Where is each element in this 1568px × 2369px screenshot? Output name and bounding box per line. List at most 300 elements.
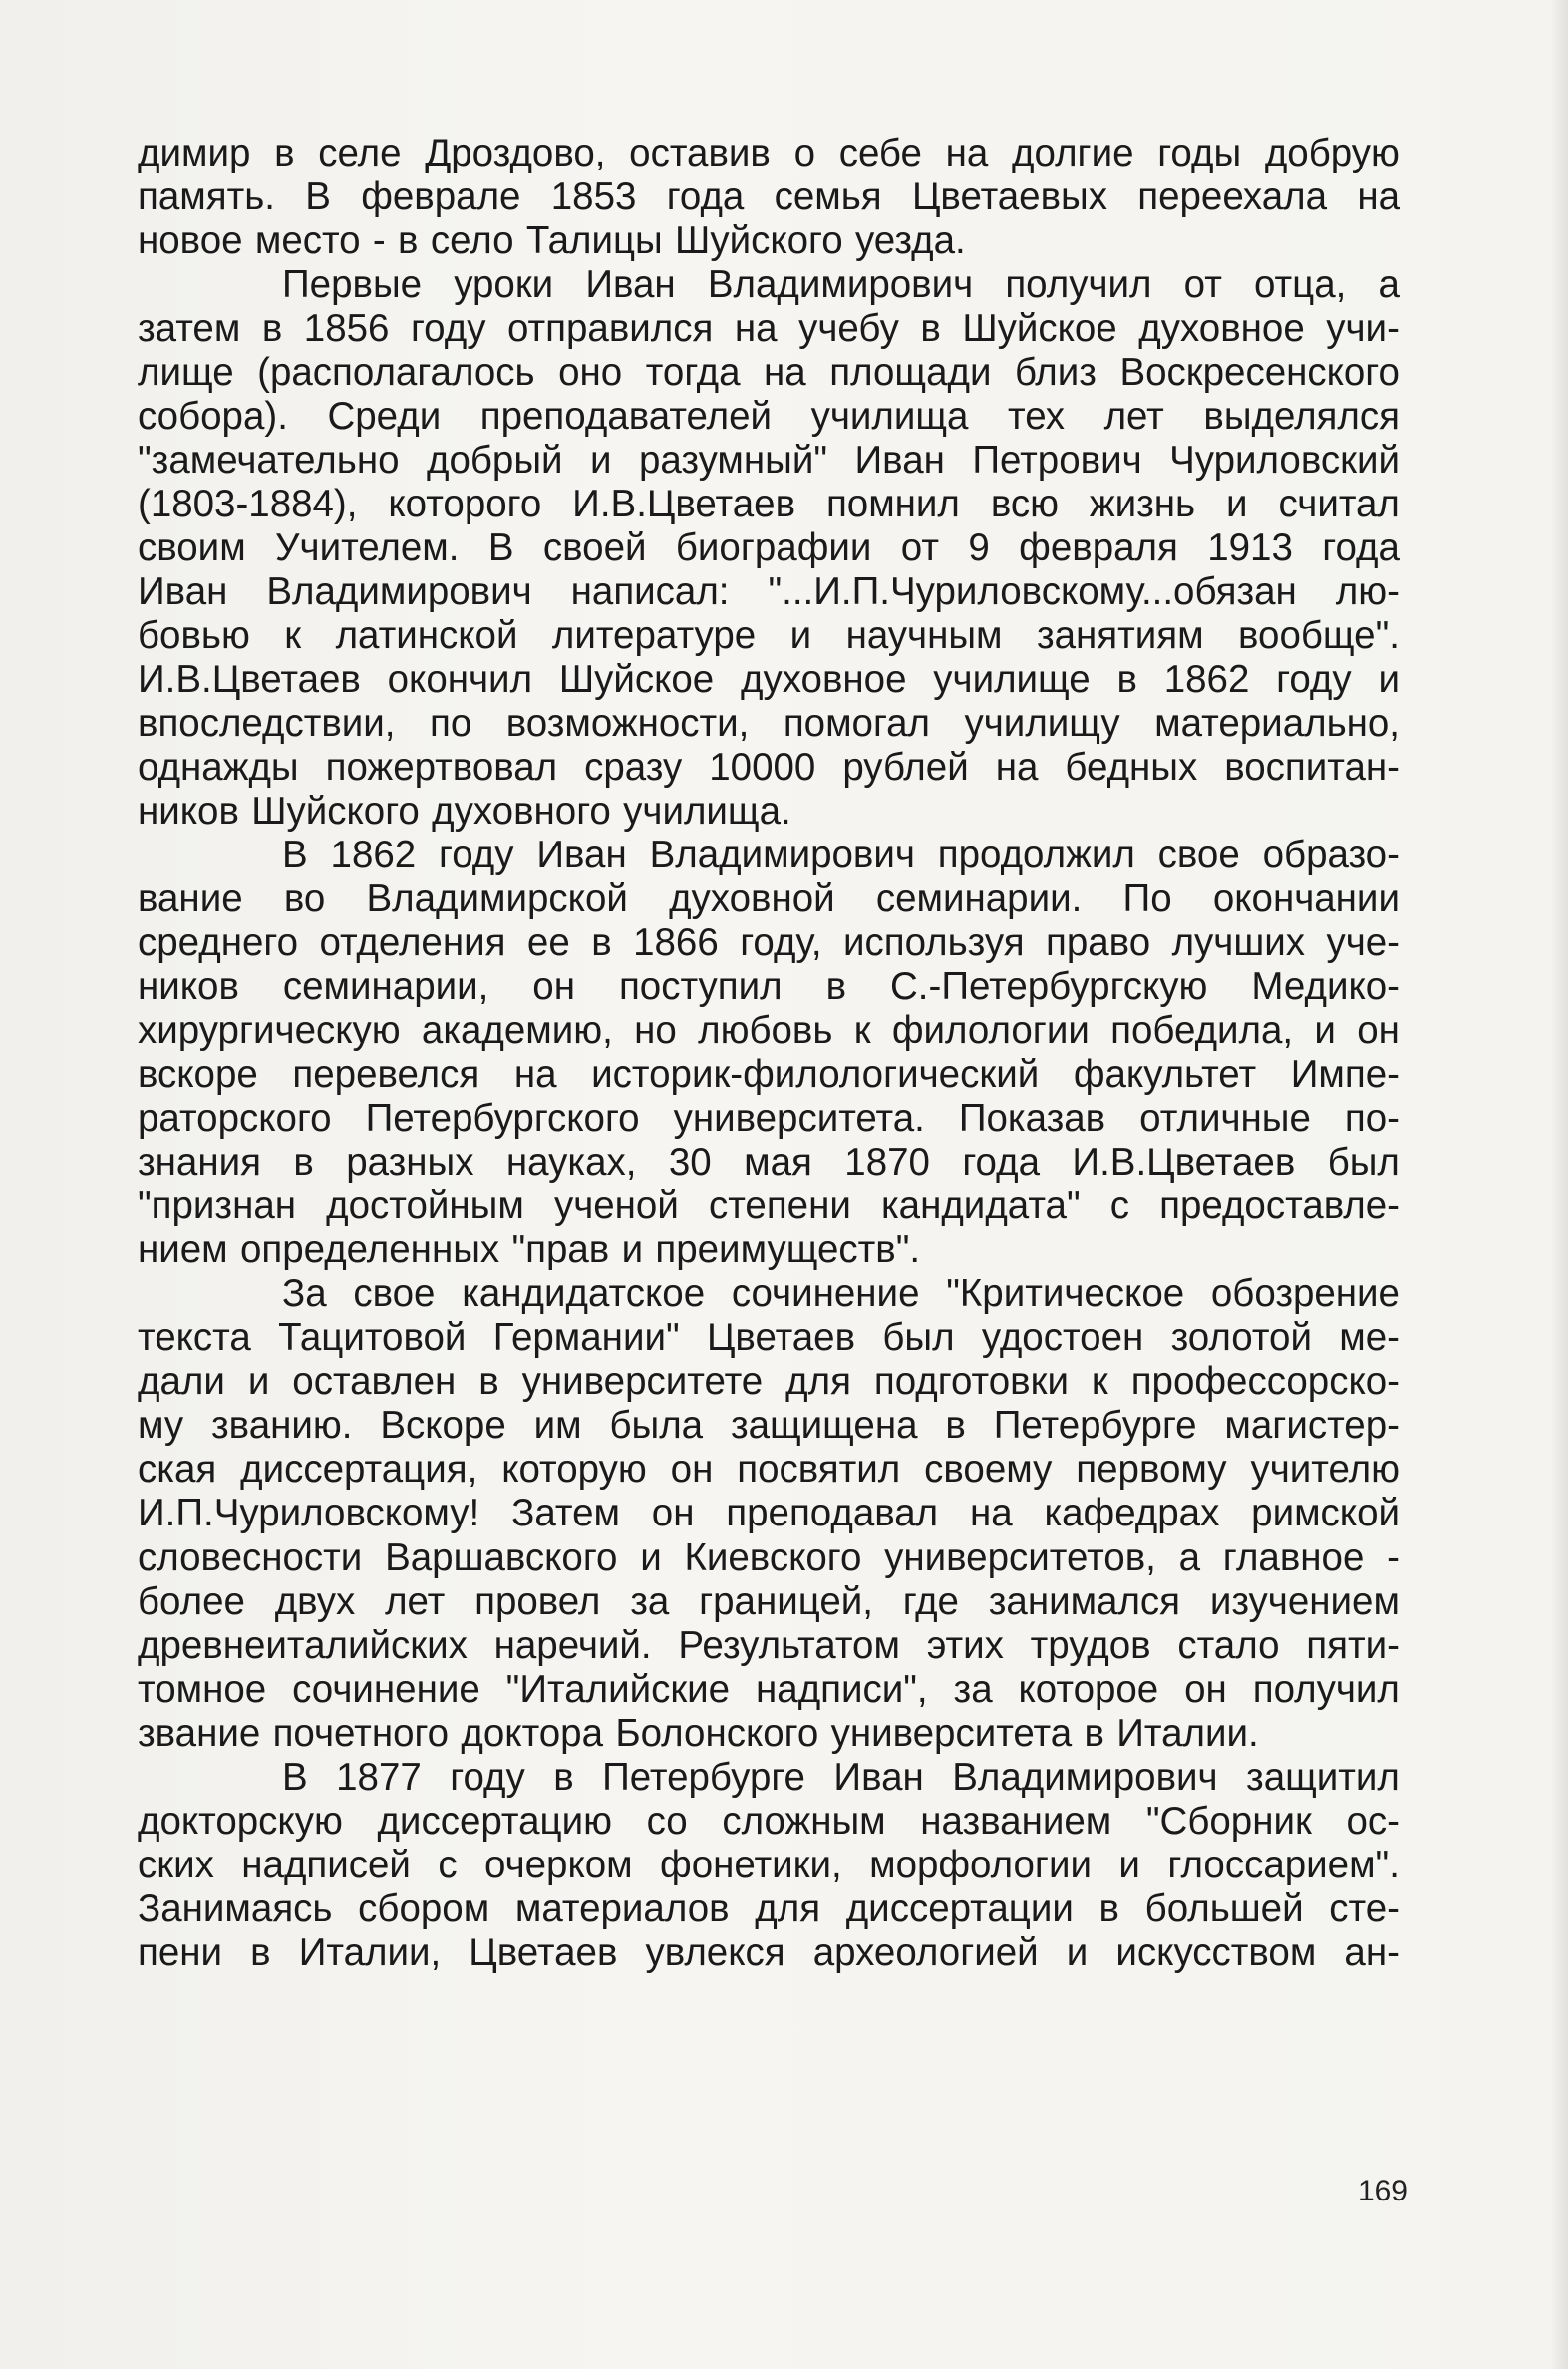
text-line bbox=[138, 483, 1400, 526]
word: уроки bbox=[454, 263, 554, 307]
word: сбором bbox=[358, 1886, 490, 1930]
word: в bbox=[825, 965, 847, 1009]
word: году bbox=[439, 834, 514, 877]
word: 1853 bbox=[550, 175, 637, 219]
word: 1856 bbox=[303, 307, 390, 351]
word: по bbox=[429, 702, 472, 746]
word: словесности bbox=[138, 1535, 363, 1579]
word: Киевского bbox=[684, 1535, 862, 1579]
word: этих bbox=[926, 1623, 1004, 1667]
word: диссертацию bbox=[377, 1799, 612, 1843]
word: добрый bbox=[426, 439, 563, 483]
word: бовью bbox=[138, 614, 250, 658]
word: училище bbox=[933, 658, 1091, 702]
word: окончании bbox=[1212, 877, 1400, 921]
word: отличные bbox=[1139, 1097, 1311, 1141]
word: духовное bbox=[741, 658, 907, 702]
text-line bbox=[138, 1668, 1400, 1712]
word: С.-Петербургскую bbox=[890, 965, 1208, 1009]
text-line bbox=[138, 1141, 1400, 1184]
word: хирургическую bbox=[138, 1009, 401, 1053]
word: рублей bbox=[842, 746, 969, 790]
word: учи- bbox=[1326, 307, 1400, 351]
word: "Сборник bbox=[1145, 1799, 1312, 1843]
word: ос- bbox=[1346, 1799, 1400, 1843]
word: большей bbox=[1144, 1886, 1304, 1930]
word: защищена bbox=[730, 1404, 918, 1448]
text-line bbox=[138, 1097, 1400, 1141]
word: в bbox=[274, 132, 295, 174]
text-line bbox=[138, 746, 1400, 790]
word: память. bbox=[138, 175, 275, 219]
word: определенных bbox=[239, 1228, 500, 1272]
word: и bbox=[1226, 483, 1248, 526]
word: перевелся bbox=[292, 1053, 480, 1097]
word: свое bbox=[353, 1272, 436, 1316]
word: Чуриловский bbox=[1169, 439, 1400, 483]
word: и bbox=[247, 1360, 270, 1404]
word: жизнь bbox=[1089, 483, 1196, 526]
word: Результатом bbox=[678, 1623, 900, 1667]
word: мая bbox=[744, 1141, 812, 1184]
word: среднего bbox=[138, 921, 298, 965]
word: материалов bbox=[514, 1886, 730, 1930]
text-line bbox=[138, 307, 1400, 351]
word: Медико- bbox=[1251, 965, 1400, 1009]
word: Вскоре bbox=[380, 1404, 506, 1448]
word: дали bbox=[138, 1360, 225, 1404]
text-line bbox=[138, 1492, 1400, 1535]
paragraph-first-line bbox=[138, 1756, 1400, 1800]
word: и bbox=[590, 439, 612, 483]
word: - bbox=[1387, 1535, 1400, 1579]
word: по- bbox=[1344, 1097, 1400, 1141]
word: училищу bbox=[964, 702, 1120, 746]
word: В bbox=[282, 1755, 308, 1799]
word: По bbox=[1122, 877, 1172, 921]
word: ская bbox=[138, 1448, 217, 1492]
word: всю bbox=[990, 483, 1059, 526]
word: "Критическое bbox=[946, 1272, 1185, 1316]
word: за bbox=[953, 1667, 993, 1711]
word: от bbox=[1183, 263, 1222, 307]
word: Первые bbox=[282, 263, 423, 307]
word: 1862 bbox=[330, 834, 417, 877]
word: литературе bbox=[551, 614, 757, 658]
text-line bbox=[138, 702, 1400, 746]
word: духовной bbox=[669, 877, 835, 921]
word: степени bbox=[708, 1184, 851, 1228]
word: года bbox=[666, 175, 745, 219]
word: семья bbox=[774, 175, 882, 219]
word: площади bbox=[829, 351, 992, 395]
text-line bbox=[138, 1887, 1400, 1931]
word: древнеиталийских bbox=[138, 1623, 468, 1667]
word: ме- bbox=[1339, 1316, 1400, 1360]
word: воспитан- bbox=[1224, 746, 1400, 790]
word: 9 bbox=[968, 526, 990, 570]
word: надписи", bbox=[756, 1667, 928, 1711]
word: (1803-1884), bbox=[138, 483, 358, 526]
word: ских bbox=[138, 1843, 214, 1886]
word: Иван bbox=[833, 1755, 924, 1799]
word: года bbox=[962, 1141, 1040, 1184]
word: 1913 bbox=[1207, 526, 1293, 570]
word: томное bbox=[138, 1667, 267, 1711]
word: лет bbox=[1103, 395, 1164, 439]
word: в bbox=[1098, 1886, 1119, 1930]
word: уезда. bbox=[854, 219, 966, 263]
word: оно bbox=[558, 351, 623, 395]
word: учебу bbox=[798, 307, 899, 351]
word: и bbox=[1378, 658, 1400, 702]
text-line bbox=[138, 1712, 1400, 1756]
word: любовь bbox=[698, 1009, 833, 1053]
word: селе bbox=[318, 132, 402, 174]
word: лю- bbox=[1335, 570, 1400, 614]
word: университете bbox=[521, 1360, 764, 1404]
word: диссертации bbox=[845, 1886, 1074, 1930]
word: он bbox=[651, 1492, 695, 1535]
word: преподавателей bbox=[479, 395, 773, 439]
text-line bbox=[138, 1009, 1400, 1053]
word: сте- bbox=[1329, 1886, 1400, 1930]
word: Занимаясь bbox=[138, 1886, 333, 1930]
word: Владимирской bbox=[366, 877, 628, 921]
word: отца, bbox=[1253, 263, 1347, 307]
word: Цветаев bbox=[706, 1316, 856, 1360]
word: место bbox=[254, 219, 361, 263]
text-line bbox=[138, 658, 1400, 702]
word: В bbox=[487, 526, 514, 570]
word: 1870 bbox=[844, 1141, 930, 1184]
word: однажды bbox=[138, 746, 299, 790]
word: ее bbox=[526, 921, 570, 965]
word: названием bbox=[920, 1799, 1112, 1843]
word: семинарии. bbox=[875, 877, 1083, 921]
word: и bbox=[789, 614, 812, 658]
word: му bbox=[138, 1404, 184, 1448]
word: поступил bbox=[618, 965, 783, 1009]
word: границей, bbox=[699, 1579, 873, 1623]
word: стало bbox=[1177, 1623, 1280, 1667]
word: лет bbox=[385, 1579, 446, 1623]
word: разных bbox=[346, 1141, 474, 1184]
word: лучших bbox=[1171, 921, 1305, 965]
word: Петрович bbox=[972, 439, 1142, 483]
text-line bbox=[138, 1800, 1400, 1844]
word: своим bbox=[138, 526, 246, 570]
word: И.В.Цветаев bbox=[138, 658, 361, 702]
word: - bbox=[372, 219, 386, 263]
word: он bbox=[670, 1448, 714, 1492]
word: добрую bbox=[1264, 132, 1400, 174]
word: в bbox=[1116, 658, 1137, 702]
text-line bbox=[138, 526, 1400, 570]
word: провел bbox=[474, 1579, 601, 1623]
word: в bbox=[920, 307, 941, 351]
word: Воскресенского bbox=[1119, 351, 1400, 395]
text-line bbox=[138, 1931, 1400, 1975]
word: ников bbox=[138, 790, 239, 834]
word: занимался bbox=[988, 1579, 1181, 1623]
word: преподавал bbox=[726, 1492, 939, 1535]
word: во bbox=[283, 877, 326, 921]
word: обозрение bbox=[1210, 1272, 1400, 1316]
text-line bbox=[138, 1536, 1400, 1580]
word: на bbox=[764, 351, 806, 395]
word: право bbox=[1046, 921, 1151, 965]
word: науках, bbox=[505, 1141, 637, 1184]
page-number: 169 bbox=[1357, 2175, 1408, 2207]
word: 30 bbox=[668, 1141, 712, 1184]
word: затем bbox=[138, 307, 241, 351]
word: университета. bbox=[673, 1097, 925, 1141]
text-line bbox=[138, 395, 1400, 439]
word: предоставле- bbox=[1159, 1184, 1400, 1228]
word: Показав bbox=[958, 1097, 1106, 1141]
body-text bbox=[138, 132, 1400, 1975]
word: Иван bbox=[854, 439, 945, 483]
page-edge-shadow bbox=[1550, 0, 1568, 2369]
text-line bbox=[138, 439, 1400, 483]
word: отправился bbox=[506, 307, 714, 351]
paragraph-first-line bbox=[138, 263, 1400, 307]
word: сочинение bbox=[292, 1667, 480, 1711]
word: на bbox=[513, 1053, 557, 1097]
word: и bbox=[1066, 1930, 1089, 1974]
word: филологии bbox=[891, 1009, 1090, 1053]
word: году bbox=[410, 307, 486, 351]
word: университетов, bbox=[884, 1535, 1156, 1579]
word: материально, bbox=[1154, 702, 1400, 746]
word: защитил bbox=[1246, 1755, 1400, 1799]
word: вообще". bbox=[1238, 614, 1400, 658]
word: помогал bbox=[783, 702, 931, 746]
word: своему bbox=[924, 1448, 1053, 1492]
word: году, bbox=[740, 921, 822, 965]
word: и bbox=[1314, 1009, 1336, 1053]
word: помнил bbox=[825, 483, 960, 526]
word: на bbox=[945, 132, 989, 174]
text-line bbox=[138, 132, 1400, 175]
word: удостоен bbox=[981, 1316, 1144, 1360]
word: раторского bbox=[138, 1097, 332, 1141]
word: двух bbox=[274, 1579, 356, 1623]
word: университета bbox=[830, 1711, 1073, 1755]
paragraph-first-line bbox=[138, 1272, 1400, 1316]
word: о bbox=[793, 132, 815, 174]
word: 10000 bbox=[709, 746, 816, 790]
word: вскоре bbox=[138, 1053, 258, 1097]
word: он bbox=[1357, 1009, 1400, 1053]
word: В bbox=[305, 175, 331, 219]
word: духовного bbox=[432, 790, 611, 834]
text-line bbox=[138, 175, 1400, 219]
word: профессорско- bbox=[1130, 1360, 1400, 1404]
word: димир bbox=[138, 132, 251, 174]
word: ников bbox=[138, 965, 239, 1009]
word: Цветаев bbox=[469, 1930, 618, 1974]
word: тогда bbox=[645, 351, 741, 395]
word: училища. bbox=[623, 790, 791, 834]
word: на bbox=[995, 746, 1039, 790]
word: историк-филологический bbox=[591, 1053, 1040, 1097]
word: За bbox=[282, 1272, 327, 1316]
word: в bbox=[553, 1755, 574, 1799]
word: а bbox=[1378, 263, 1400, 307]
word: искусством bbox=[1115, 1930, 1317, 1974]
word: "замечательно bbox=[138, 439, 400, 483]
word: а bbox=[1178, 1535, 1201, 1579]
text-line bbox=[138, 1316, 1400, 1360]
word: на bbox=[734, 307, 778, 351]
word: текста bbox=[138, 1316, 251, 1360]
word: знания bbox=[138, 1141, 261, 1184]
word: пени bbox=[138, 1930, 223, 1974]
word: пожертвовал bbox=[325, 746, 558, 790]
word: фонетики, bbox=[660, 1843, 842, 1886]
word: с bbox=[438, 1843, 458, 1886]
word: Тацитовой bbox=[278, 1316, 467, 1360]
word: И.В.Цветаев bbox=[1072, 1141, 1296, 1184]
word: Владимирович bbox=[649, 834, 915, 877]
word: трудов bbox=[1030, 1623, 1151, 1667]
word: кафедрах bbox=[1044, 1492, 1220, 1535]
word: глоссарием". bbox=[1167, 1843, 1400, 1886]
word: 1862 bbox=[1163, 658, 1250, 702]
word: он bbox=[532, 965, 575, 1009]
word: Италии. bbox=[1116, 1711, 1259, 1755]
word: ученой bbox=[553, 1184, 679, 1228]
text-line bbox=[138, 1053, 1400, 1097]
word: село bbox=[430, 219, 514, 263]
text-line bbox=[138, 965, 1400, 1009]
word: В bbox=[282, 834, 308, 877]
word: переехала bbox=[1137, 175, 1328, 219]
word: февраля bbox=[1019, 526, 1178, 570]
word: биографии bbox=[675, 526, 872, 570]
word: написал: bbox=[570, 570, 730, 614]
word: очерком bbox=[484, 1843, 633, 1886]
word: Иван bbox=[536, 834, 627, 877]
word: но bbox=[634, 1009, 677, 1053]
word: вание bbox=[138, 877, 243, 921]
word: сразу bbox=[584, 746, 683, 790]
word: морфологии bbox=[869, 1843, 1092, 1886]
word: Германии" bbox=[492, 1316, 680, 1360]
word: (располагалось bbox=[257, 351, 535, 395]
word: Шуйское bbox=[558, 658, 715, 702]
word: в bbox=[591, 921, 612, 965]
word: продолжил bbox=[937, 834, 1135, 877]
text-line bbox=[138, 790, 1400, 834]
word: Шуйского bbox=[675, 219, 843, 263]
word: 1866 bbox=[633, 921, 719, 965]
word: на bbox=[1357, 175, 1400, 219]
word: нием bbox=[138, 1228, 228, 1272]
word: преимуществ". bbox=[655, 1228, 921, 1272]
word: более bbox=[138, 1579, 245, 1623]
word: бедных bbox=[1065, 746, 1198, 790]
word: академию, bbox=[421, 1009, 613, 1053]
word: в bbox=[398, 219, 419, 263]
word: посвятил bbox=[737, 1448, 901, 1492]
text-line bbox=[138, 570, 1400, 614]
word: используя bbox=[842, 921, 1025, 965]
word: надписей bbox=[241, 1843, 411, 1886]
text-line bbox=[138, 1404, 1400, 1448]
word: был bbox=[1327, 1141, 1400, 1184]
word: учителю bbox=[1250, 1448, 1400, 1492]
word: со bbox=[646, 1799, 688, 1843]
word: была bbox=[609, 1404, 704, 1448]
word: получил bbox=[1252, 1667, 1400, 1711]
word: себе bbox=[838, 132, 922, 174]
word: занятиям bbox=[1036, 614, 1204, 658]
word: Цветаевых bbox=[911, 175, 1107, 219]
word: свое bbox=[1157, 834, 1240, 877]
word: кандидатское bbox=[462, 1272, 706, 1316]
text-line bbox=[138, 219, 1400, 263]
word: окончил bbox=[387, 658, 533, 702]
word: званию. bbox=[211, 1404, 353, 1448]
word: в bbox=[945, 1404, 966, 1448]
word: в bbox=[261, 307, 283, 351]
word: возможности, bbox=[505, 702, 750, 746]
word: Петербургского bbox=[365, 1097, 640, 1141]
text-line bbox=[138, 1184, 1400, 1228]
text-line bbox=[138, 1844, 1400, 1887]
word: изучением bbox=[1209, 1579, 1400, 1623]
word: сочинение bbox=[731, 1272, 920, 1316]
word: разумный" bbox=[639, 439, 828, 483]
word: для bbox=[755, 1886, 821, 1930]
word: уче- bbox=[1326, 921, 1400, 965]
word: звание bbox=[138, 1711, 261, 1755]
word: долгие bbox=[1012, 132, 1134, 174]
word: к bbox=[853, 1009, 871, 1053]
word: в bbox=[478, 1360, 499, 1404]
word: был bbox=[882, 1316, 955, 1360]
word: в bbox=[250, 1930, 271, 1974]
word: образо- bbox=[1262, 834, 1400, 877]
word: Петербурге bbox=[602, 1755, 805, 1799]
word: к bbox=[1091, 1360, 1108, 1404]
word: увлекся bbox=[645, 1930, 785, 1974]
word: Дроздово, bbox=[425, 132, 606, 174]
word: докторскую bbox=[138, 1799, 343, 1843]
word: за bbox=[630, 1579, 670, 1623]
word: Владимирович bbox=[952, 1755, 1218, 1799]
word: Иван bbox=[585, 263, 676, 307]
word: главное bbox=[1222, 1535, 1365, 1579]
word: диссертация, bbox=[240, 1448, 478, 1492]
word: своей bbox=[542, 526, 647, 570]
word: отделения bbox=[319, 921, 506, 965]
word: впоследствии, bbox=[138, 702, 396, 746]
word: Талицы bbox=[525, 219, 663, 263]
word: считал bbox=[1278, 483, 1400, 526]
word: Шуйское bbox=[962, 307, 1117, 351]
text-line bbox=[138, 921, 1400, 965]
word: кандидата" bbox=[880, 1184, 1081, 1228]
word: победила, bbox=[1110, 1009, 1294, 1053]
word: И.В.Цветаев bbox=[572, 483, 796, 526]
text-line bbox=[138, 351, 1400, 395]
word: "...И.П.Чуриловскому...обязан bbox=[768, 570, 1297, 614]
word: первому bbox=[1076, 1448, 1227, 1492]
